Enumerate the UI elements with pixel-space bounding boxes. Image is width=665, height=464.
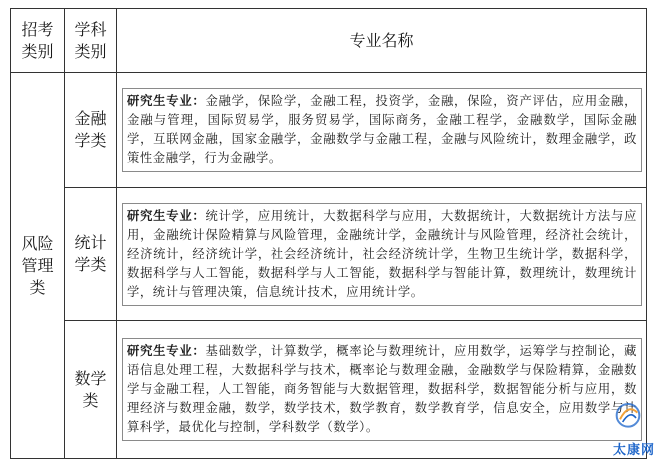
table-row [11, 321, 647, 459]
header-category: 招考类别 [11, 9, 65, 73]
category-cell [11, 73, 65, 459]
category-label: 风险管理类 [21, 233, 54, 297]
major-list-text: 基础数学，计算数学，概率论与数理统计，应用数学，运筹学与控制论，藏语信息处理工程，大数据科学与技术，概率论与数理金融，金融数学与保险精算，金融数学与金融工程，人工智能，商务智能与大数据管理，数据科学，数据智能分析与应用，数理经济与数理金融，数学，数学技术，数学教育，数学教育学，信息安全，应用数学与计算科学，最优化与控制，学科数学（数学）。 [127, 344, 637, 434]
taikang-logo-icon [605, 398, 651, 438]
table-row [11, 188, 647, 321]
watermark-text: 太康网 [612, 443, 655, 458]
header-major: 专业名称 [117, 9, 647, 73]
major-table [10, 8, 647, 459]
header-subject: 学科类别 [65, 9, 117, 73]
content-label: 研究生专业： [127, 207, 206, 223]
major-list-cell [117, 188, 647, 321]
header-row [11, 9, 647, 73]
major-list-text: 统计学，应用统计，大数据科学与应用，大数据统计，大数据统计方法与应用，金融统计保险精算与风险管理，金融统计学，金融统计与风险管理，经济社会统计，经济统计，经济统计学，社会经济统计，社会经济统计学，生物卫生统计学，数据科学，数据科学与人工智能，数据科学与人工智能，数据科学与智能计算，数理统计，数理统计学，统计与管理决策，信息统计技术，应用统计学。 [127, 208, 637, 299]
major-list-text: 金融学，保险学，金融工程，投资学，金融，保险，资产评估，应用金融，金融与管理，国际贸易学，服务贸易学，国际商务，金融工程学，金融数学，国际金融学，互联网金融，国家金融学，金融数学与金融工程，金融与风险统计，数理金融学，政策性金融学，行为金融学。 [127, 94, 637, 165]
major-list-cell [117, 73, 647, 188]
subject-cell: 金融学类 [65, 73, 117, 188]
table-row [11, 73, 647, 188]
subject-cell: 数学类 [65, 321, 117, 459]
content-label: 研究生专业： [127, 343, 206, 358]
subject-cell: 统计学类 [65, 188, 117, 321]
major-list-cell [117, 321, 647, 459]
content-label: 研究生专业： [127, 93, 206, 108]
